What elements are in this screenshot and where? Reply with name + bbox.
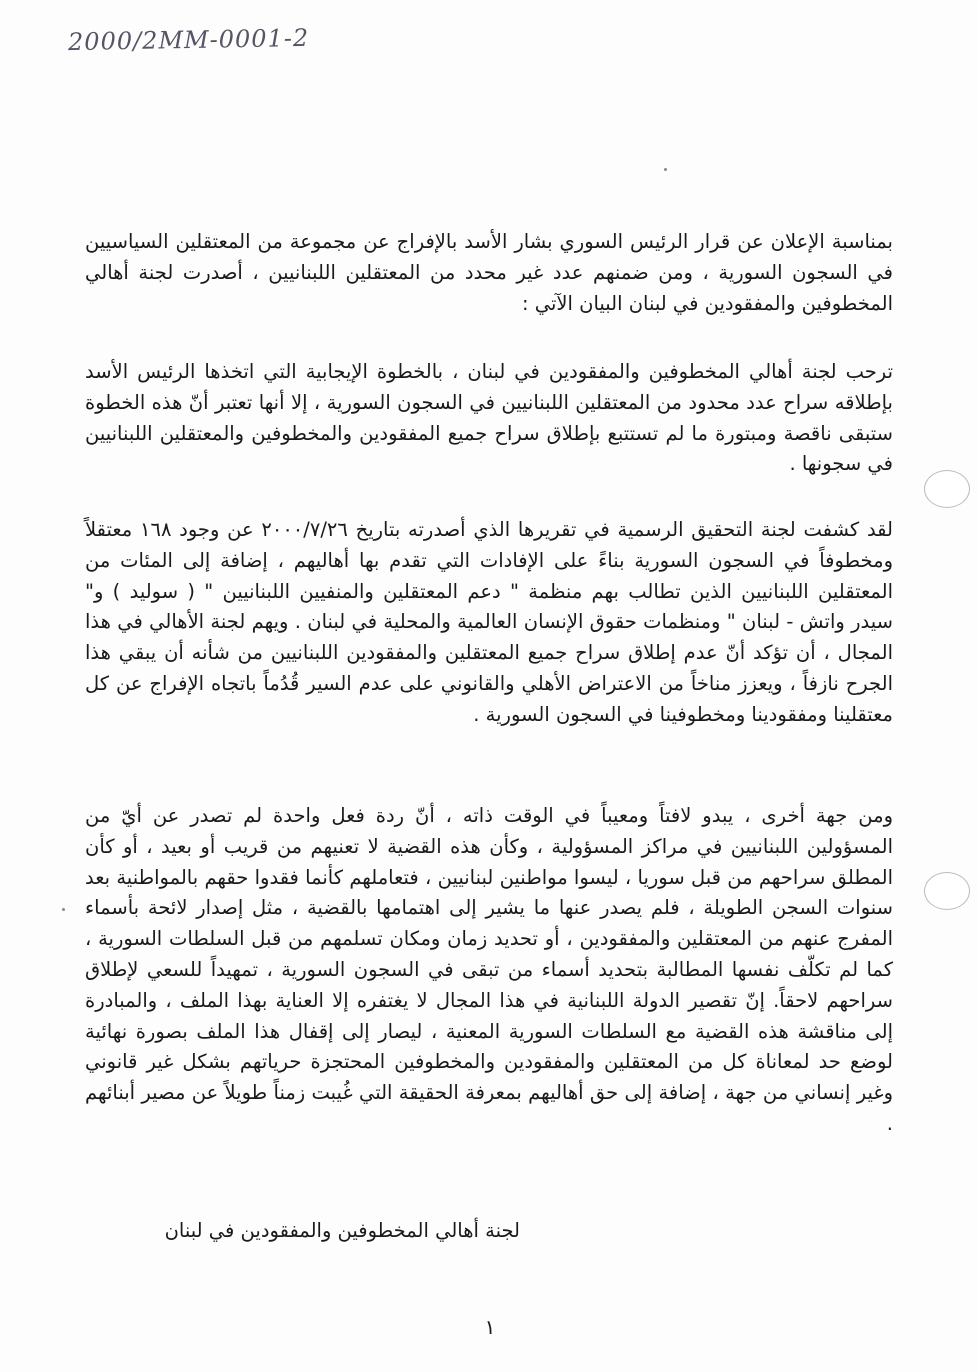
intro-paragraph: بمناسبة الإعلان عن قرار الرئيس السوري بشار الأسد بالإفراج عن مجموعة من المعتقلين السياسيين في السجون السورية ، ومن ضمنهم عدد غير محدد من المعتقلين اللبنانيين ، أصدرت لجنة أهالي المخطوفين والمفقودين في لبنان البيان الآتي :	[85, 230, 893, 315]
reference-number: 2000/2MM-0001-2	[67, 23, 310, 57]
paper-speck	[62, 908, 65, 911]
investigation-paragraph: لقد كشفت لجنة التحقيق الرسمية في تقريرها الذي أصدرته بتاريخ ٢٠٠٠/٧/٢٦ عن وجود ١٦٨ معتقلاً ومخطوفاً في السجون السورية بناءً على الإفادات التي تقدم بها أهاليهم ، إضافة إلى المئات من المعتقلين اللبنانيين الذين تطالب بهم منظمة " دعم المعتقلين والمنفيين اللبنانيين " ( سوليد ) و" سيدر واتش - لبنان " ومنظمات حقوق الإنسان العالمية والمحلية في لبنان . ويهم لجنة الأهالي في هذا المجال ، أن تؤكد أنّ عدم إطلاق سراح جميع المعتقلين والمفقودين اللبنانيين من شأنه أن يبقي هذا الجرح نازفاً ، ويعزز مناخاً من الاعتراض الأهلي والقانوني على عدم السير قُدُماً باتجاه الإفراج عن كل معتقلينا ومفقودينا ومخطوفينا في السجون السورية .	[85, 518, 893, 726]
paper-speck	[664, 168, 667, 171]
welcome-paragraph: ترحب لجنة أهالي المخطوفين والمفقودين في لبنان ، بالخطوة الإيجابية التي اتخذها الرئيس الأسد بإطلاقه سراح عدد محدود من المعتقلين اللبنانيين في السجون السورية ، إلا أنها تعتبر أنّ هذه الخطوة ستبقى ناقصة ومبتورة ما لم تستتبع بإطلاق سراح جميع المفقودين والمخطوفين والمعتقلين اللبنانيين في سجونها .	[85, 360, 893, 476]
page-number: ١	[484, 1315, 496, 1339]
criticism-paragraph: ومن جهة أخرى ، يبدو لافتاً ومعيباً في الوقت ذاته ، أنّ ردة فعل واحدة لم تصدر عن أيّ من المسؤولين اللبنانيين في مراكز المسؤولية ، وكأن هذه القضية لا تعنيهم من قريب أو بعيد ، أو كأن المطلق سراحهم من قبل سوريا ، ليسوا مواطنين لبنانيين ، فتعاملهم كأنما فقدوا حقهم بالمواطنية بعد سنوات السجن الطويلة ، فلم يصدر عنها ما يشير إلى اهتمامها بالقضية ، مثل إصدار لائحة بأسماء المفرج عنهم من المعتقلين والمفقودين ، أو تحديد زمان ومكان تسلمهم من قبل السلطات السورية ، كما لم تكلّف نفسها المطالبة بتحديد أسماء من تبقى في السجون السورية ، تمهيداً للسعي لإطلاق سراحهم لاحقاً. إنّ تقصير الدولة اللبنانية في هذا المجال لا يغتفره إلا العناية بهذا الملف ، والمبادرة إلى مناقشة هذه القضية مع السلطات السورية المعنية ، ليصار إلى إقفال هذا الملف بصورة نهائية لوضع حد لمعاناة كل من المعتقلين والمفقودين والمخطوفين المحتجزة حرياتهم بشكل غير قانوني وغير إنساني من جهة ، إضافة إلى حق أهاليهم بمعرفة الحقيقة التي غُيبت زمناً طويلاً عن مصير أبنائهم .	[85, 804, 893, 1135]
punch-hole	[924, 872, 970, 910]
signature-line: لجنة أهالي المخطوفين والمفقودين في لبنان	[164, 1219, 520, 1242]
punch-hole	[924, 470, 970, 508]
